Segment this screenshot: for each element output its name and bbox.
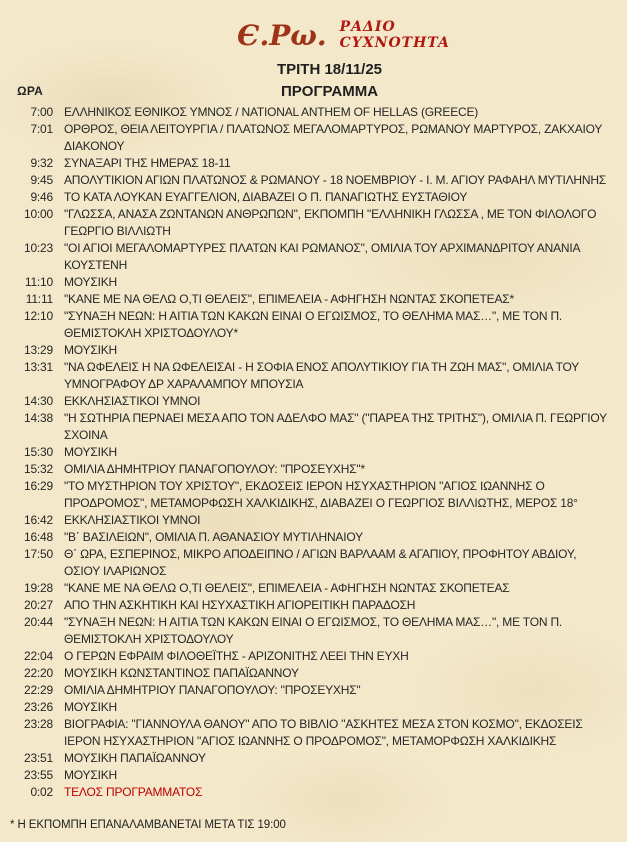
schedule-row <box>16 699 619 716</box>
schedule-time: 13:31 <box>23 360 53 374</box>
schedule-row <box>16 461 619 478</box>
station-logo-title <box>340 19 450 51</box>
schedule-title: "ΣΥΝΑΞΗ ΝΕΩΝ: Η ΑΙΤΙΑ ΤΩΝ ΚΑΚΩΝ ΕΙΝΑΙ Ο ΕΓΩΙΣΜΟΣ, ΤΟ ΘΕΛΗΜΑ ΜΑΣ…", ΜΕ ΤΟΝ Π. ΘΕΜΙΣΤΟΚΛΗ ΧΡΙΣΤΟΔΟΥΛΟΥ* <box>64 309 563 340</box>
schedule-title: "ΣΥΝΑΞΗ ΝΕΩΝ: Η ΑΙΤΙΑ ΤΩΝ ΚΑΚΩΝ ΕΙΝΑΙ Ο ΕΓΩΙΣΜΟΣ, ΤΟ ΘΕΛΗΜΑ ΜΑΣ…", ΜΕ ΤΟΝ Π. ΘΕΜΙΣΤΟΚΛΗ ΧΡΙΣΤΟΔΟΥΛΟΥ <box>64 615 563 646</box>
schedule-time: 0:02 <box>30 785 53 799</box>
schedule-time: 20:44 <box>23 615 53 629</box>
schedule-time: 9:32 <box>30 156 53 170</box>
schedule-time: 19:28 <box>23 581 53 595</box>
schedule-title: ΜΟΥΣΙΚΗ <box>64 700 117 714</box>
schedule-time: 22:20 <box>23 666 53 680</box>
schedule-row <box>16 342 619 359</box>
schedule-list <box>16 104 619 801</box>
schedule-title: ΕΛΛΗΝΙΚΟΣ ΕΘΝΙΚΟΣ ΥΜΝΟΣ / NATIONAL ANTHEM OF HELLAS (GREECE) <box>64 105 479 119</box>
schedule-time: 16:42 <box>23 513 53 527</box>
schedule-title: "ΟΙ ΑΓΙΟΙ ΜΕΓΑΛΟΜΑΡΤΥΡΕΣ ΠΛΑΤΩΝ ΚΑΙ ΡΩΜΑΝΟΣ", ΟΜΙΛΙΑ ΤΟΥ ΑΡΧΙΜΑΝΔΡΙΤΟΥ ΑΝΑΝΙΑ ΚΟΥΣΤΕΝΗ <box>64 241 580 272</box>
schedule-row <box>16 189 619 206</box>
schedule-title: ΑΠΟΛΥΤΙΚΙΟΝ ΑΓΙΩΝ ΠΛΑΤΩΝΟΣ & ΡΩΜΑΝΟΥ - 18 ΝΟΕΜΒΡΙΟΥ - Ι. Μ. ΑΓΙΟΥ ΡΑΦΑΗΛ ΜΥΤΙΛΗΝΗΣ <box>64 173 607 187</box>
schedule-title: ΑΠΟ ΤΗΝ ΑΣΚΗΤΙΚΗ ΚΑΙ ΗΣΥΧΑΣΤΙΚΗ ΑΓΙΟΡΕΙΤΙΚΗ ΠΑΡΑΔΟΣΗ <box>64 598 416 612</box>
schedule-title: Ο ΓΕΡΩΝ ΕΦΡΑΙΜ ΦΙΛΟΘΕΪΤΗΣ - ΑΡΙΖΟΝΙΤΗΣ ΛΕΕΙ ΤΗΝ ΕΥΧΗ <box>64 649 409 663</box>
schedule-row <box>16 529 619 546</box>
schedule-row <box>16 784 619 801</box>
schedule-time: 15:30 <box>23 445 53 459</box>
station-logo <box>42 12 627 58</box>
schedule-row <box>16 512 619 529</box>
schedule-row <box>16 767 619 784</box>
schedule-time: 7:00 <box>30 105 53 119</box>
schedule-title: ΜΟΥΣΙΚΗ ΚΩΝΣΤΑΝΤΙΝΟΣ ΠΑΠΑΪΩΑΝΝΟΥ <box>64 666 299 680</box>
schedule-title: "Η ΣΩΤΗΡΙΑ ΠΕΡΝΑΕΙ ΜΕΣΑ ΑΠΟ ΤΟΝ ΑΔΕΛΦΟ ΜΑΣ" ("ΠΑΡΕΑ ΤΗΣ ΤΡΙΤΗΣ"), ΟΜΙΛΙΑ Π. ΓΕΩΡΓΙΟΥ ΣΧΟΙΝΑ <box>64 411 607 442</box>
schedule-row <box>16 546 619 580</box>
schedule-time: 9:45 <box>30 173 53 187</box>
schedule-title: "ΓΛΩΣΣΑ, ΑΝΑΣΑ ΖΩΝΤΑΝΩΝ ΑΝΘΡΩΠΩΝ", ΕΚΠΟΜΠΗ "ΕΛΛΗΝΙΚΗ ΓΛΩΣΣΑ , ΜΕ ΤΟΝ ΦΙΛΟΛΟΓΟ ΓΕΩΡΓΙΟ ΒΙΛΛΙΩΤΗ <box>64 207 597 238</box>
schedule-title: ΟΜΙΛΙΑ ΔΗΜΗΤΡΙΟΥ ΠΑΝΑΓΟΠΟΥΛΟΥ: "ΠΡΟΣΕΥΧΗΣ"* <box>64 462 365 476</box>
schedule-row <box>16 291 619 308</box>
schedule-title: ΕΚΚΛΗΣΙΑΣΤΙΚΟΙ ΥΜΝΟΙ <box>64 394 201 408</box>
schedule-time: 20:27 <box>23 598 53 612</box>
schedule-row <box>16 614 619 648</box>
schedule-row <box>16 121 619 155</box>
schedule-row <box>16 597 619 614</box>
station-logo-script: Є.Ρω. <box>237 18 327 52</box>
schedule-time: 16:29 <box>23 479 53 493</box>
schedule-title: ΒΙΟΓΡΑΦΙΑ: "ΓΙΑΝΝΟΥΛΑ ΘΑΝΟΥ" ΑΠΟ ΤΟ ΒΙΒΛΙΟ "ΑΣΚΗΤΕΣ ΜΕΣΑ ΣΤΟΝ ΚΟΣΜΟ", ΕΚΔΟΣΕΙΣ ΙΕΡΟΝ ΗΣΥΧΑΣΤΗΡΙΟΝ "ΑΓΙΟΣ ΙΩΑΝΝΗΣ Ο ΠΡΟΔΡΟΜΟΣ", ΜΕΤΑΜΟΡΦΩΣΗ ΧΑΛΚΙΔΙΚΗΣ <box>64 717 583 748</box>
schedule-title: ΜΟΥΣΙΚΗ <box>64 445 117 459</box>
schedule-row <box>16 104 619 121</box>
schedule-title: ΟΜΙΛΙΑ ΔΗΜΗΤΡΙΟΥ ΠΑΝΑΓΟΠΟΥΛΟΥ: "ΠΡΟΣΕΥΧΗΣ" <box>64 683 361 697</box>
schedule-row <box>16 308 619 342</box>
schedule-row <box>16 444 619 461</box>
schedule-time: 23:55 <box>23 768 53 782</box>
schedule-title: "ΚΑΝΕ ΜΕ ΝΑ ΘΕΛΩ Ο,ΤΙ ΘΕΛΕΙΣ", ΕΠΙΜΕΛΕΙΑ - ΑΦΗΓΗΣΗ ΝΩΝΤΑΣ ΣΚΟΠΕΤΕΑΣ <box>64 581 510 595</box>
schedule-time: 17:50 <box>23 547 53 561</box>
schedule-time: 13:29 <box>23 343 53 357</box>
schedule-title: "ΚΑΝΕ ΜΕ ΝΑ ΘΕΛΩ Ο,ΤΙ ΘΕΛΕΙΣ", ΕΠΙΜΕΛΕΙΑ - ΑΦΗΓΗΣΗ ΝΩΝΤΑΣ ΣΚΟΠΕΤΕΑΣ* <box>64 292 514 306</box>
schedule-title: ΜΟΥΣΙΚΗ ΠΑΠΑΪΩΑΝΝΟΥ <box>64 751 206 765</box>
schedule-time: 10:00 <box>23 207 53 221</box>
schedule-title: ΜΟΥΣΙΚΗ <box>64 343 117 357</box>
schedule-row <box>16 478 619 512</box>
station-logo-line2: CYXNOTHTA <box>339 35 450 51</box>
schedule-title: ΣΥΝΑΞΑΡΙ ΤΗΣ ΗΜΕΡΑΣ 18-11 <box>64 156 231 170</box>
schedule-row <box>16 648 619 665</box>
schedule-row <box>16 172 619 189</box>
repeat-note: * Η ΕΚΠΟΜΠΗ ΕΠΑΝΑΛΑΜΒΑΝΕΤΑΙ ΜΕΤΑ ΤΙΣ 19:00 <box>10 819 286 831</box>
schedule-row <box>16 750 619 767</box>
schedule-row <box>16 682 619 699</box>
schedule-title: ΜΟΥΣΙΚΗ <box>64 768 117 782</box>
schedule-title: "ΤΟ ΜΥΣΤΗΡΙΟΝ ΤΟΥ ΧΡΙΣΤΟΥ", ΕΚΔΟΣΕΙΣ ΙΕΡΟΝ ΗΣΥΧΑΣΤΗΡΙΟΝ "ΑΓΙΟΣ ΙΩΑΝΝΗΣ Ο ΠΡΟΔΡΟΜΟΣ", ΜΕΤΑΜΟΡΦΩΣΗ ΧΑΛΚΙΔΙΚΗΣ, ΔΙΑΒΑΖΕΙ Ο ΓΕΩΡΓΙΟΣ ΒΙΛΛΙΩΤΗΣ, ΜΕΡΟΣ 18° <box>64 479 578 510</box>
schedule-row <box>16 393 619 410</box>
schedule-row <box>16 410 619 444</box>
schedule-row <box>16 240 619 274</box>
schedule-row <box>16 665 619 682</box>
time-column-header: ΩΡΑ <box>17 84 44 98</box>
page-title: ΠΡΟΓΡΑΜΜΑ <box>280 83 379 100</box>
schedule-title: "ΝΑ ΩΦΕΛΕΙΣ Η ΝΑ ΩΦΕΛΕΙΣΑΙ - Η ΣΟΦΙΑ ΕΝΟΣ ΑΠΟΛΥΤΙΚΙΟΥ ΓΙΑ ΤΗ ΖΩΗ ΜΑΣ", ΟΜΙΛΙΑ ΤΟΥ ΥΜΝΟΓΡΑΦΟΥ ΔΡ ΧΑΡΑΛΑΜΠΟΥ ΜΠΟΥΣΙΑ <box>64 360 579 391</box>
schedule-time: 11:10 <box>24 275 53 289</box>
schedule-time: 22:04 <box>23 649 53 663</box>
schedule-time: 14:30 <box>23 394 53 408</box>
schedule-time: 11:11 <box>25 292 53 306</box>
schedule-row <box>16 716 619 750</box>
schedule-row <box>16 359 619 393</box>
schedule-time: 23:26 <box>23 700 53 714</box>
schedule-time: 23:51 <box>23 751 53 765</box>
schedule-time: 23:28 <box>23 717 53 731</box>
schedule-title: ΕΚΚΛΗΣΙΑΣΤΙΚΟΙ ΥΜΝΟΙ <box>64 513 201 527</box>
schedule-title: ΤΟ ΚΑΤΑ ΛΟΥΚΑΝ ΕΥΑΓΓΕΛΙΟΝ, ΔΙΑΒΑΖΕΙ Ο Π. ΠΑΝΑΓΙΩΤΗΣ ΕΥΣΤΑΘΙΟΥ <box>64 190 468 204</box>
table-header <box>16 81 619 102</box>
schedule-title: "Β΄ ΒΑΣΙΛΕΙΩΝ", ΟΜΙΛΙΑ Π. ΑΘΑΝΑΣΙΟΥ ΜΥΤΙΛΗΝΑΙΟΥ <box>64 530 363 544</box>
schedule-time: 22:29 <box>23 683 53 697</box>
schedule-time: 14:38 <box>23 411 53 425</box>
schedule-row <box>16 206 619 240</box>
schedule-time: 9:46 <box>30 190 53 204</box>
schedule-title: ΜΟΥΣΙΚΗ <box>64 275 117 289</box>
schedule-row <box>16 155 619 172</box>
schedule-time: 10:23 <box>23 241 53 255</box>
station-logo-line1: ΡΑΔΙΟ <box>339 19 396 35</box>
schedule-title: ΤΕΛΟΣ ΠΡΟΓΡΑΜΜΑΤΟΣ <box>64 785 203 799</box>
schedule-title: ΟΡΘΡΟΣ, ΘΕΙΑ ΛΕΙΤΟΥΡΓΙΑ / ΠΛΑΤΩΝΟΣ ΜΕΓΑΛΟΜΑΡΤΥΡΟΣ, ΡΩΜΑΝΟΥ ΜΑΡΤΥΡΟΣ, ΖΑΚΧΑΙΟΥ ΔΙΑΚΟΝΟΥ <box>64 122 602 153</box>
program-date: ΤΡΙΤΗ 18/11/25 <box>276 61 383 78</box>
schedule-time: 12:10 <box>23 309 53 323</box>
schedule-row <box>16 274 619 291</box>
schedule-title: Θ΄ ΩΡΑ, ΕΣΠΕΡΙΝΟΣ, ΜΙΚΡΟ ΑΠΟΔΕΙΠΝΟ / ΑΓΙΩΝ ΒΑΡΛΑΑΜ & ΑΓΑΠΙΟΥ, ΠΡΟΦΗΤΟΥ ΑΒΔΙΟΥ, ΟΣΙΟΥ ΙΛΑΡΙΩΝΟΣ <box>64 547 577 578</box>
schedule-time: 16:48 <box>23 530 53 544</box>
schedule-time: 15:32 <box>23 462 53 476</box>
schedule-time: 7:01 <box>30 122 53 136</box>
schedule-row <box>16 580 619 597</box>
